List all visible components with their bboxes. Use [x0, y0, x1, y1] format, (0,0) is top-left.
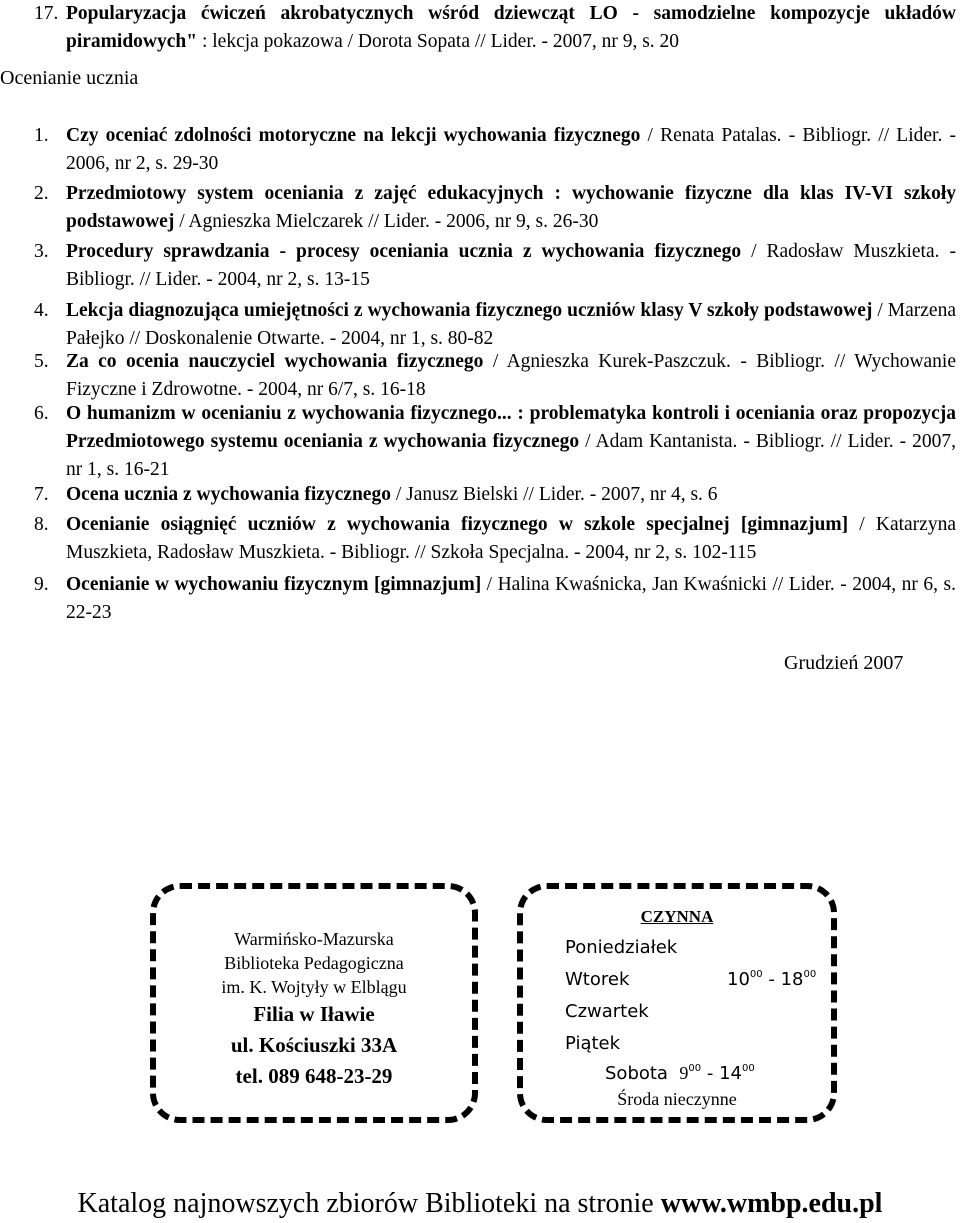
entry-details: / Renata Patalas. - Bibliogr. // Lider. - 2006, nr 2, s. 29-30 [66, 125, 956, 174]
entry-number: 2. [34, 183, 49, 204]
branch-name: Filia w Iławie [253, 1002, 375, 1026]
entry-title: Przedmiotowy system oceniania z zajęć edukacyjnych : wychowanie fizyczne dla klas IV-VI szkoły podstawowej [66, 183, 956, 232]
institution-patron: im. K. Wojtyły w Elblągu [221, 977, 407, 997]
opening-hours-box [517, 883, 837, 1123]
day-monday: Poniedziałek [565, 937, 678, 958]
footer-url: www.wmbp.edu.pl [660, 1188, 883, 1219]
entry-title: O humanizm w ocenianiu z wychowania fizycznego... : problematyka kontroli i oceniania oraz propozycja Przedmiotowego systemu oceniania z wychowania fizycznego [66, 403, 956, 452]
entry-title: Za co ocenia nauczyciel wychowania fizycznego [66, 351, 484, 372]
bibliography-entry [34, 297, 956, 353]
bibliography-entry [34, 511, 956, 567]
day-friday: Piątek [565, 1033, 621, 1054]
entry-details: / Janusz Bielski // Lider. - 2007, nr 4, s. 6 [390, 484, 718, 505]
entry-details: / Marzena Pałejko // Doskonalenie Otwarte. - 2004, nr 1, s. 80-82 [66, 300, 956, 349]
bibliography-entry [34, 481, 956, 509]
entry-details: / Radosław Muszkieta. - Bibliogr. // Lider. - 2004, nr 2, s. 13-15 [66, 241, 957, 290]
institution-name: Warmińsko-Mazurska [234, 929, 394, 949]
entry-number: 9. [34, 574, 49, 595]
hours-title: CZYNNA [640, 907, 714, 926]
day-tuesday: Wtorek [565, 969, 630, 990]
entry-number: 5. [34, 351, 49, 372]
entry-number: 1. [34, 125, 49, 146]
entry-details: / Agnieszka Kurek-Paszczuk. - Bibliogr. // Wychowanie Fizyczne i Zdrowotne. - 2004, nr 6/7, s. 16-18 [66, 351, 957, 400]
entry-title: Lekcja diagnozująca umiejętności z wychowania fizycznego uczniów klasy V szkoły podstawowej [66, 300, 873, 321]
bibliography-entry [34, 180, 956, 236]
entry-details: : lekcja pokazowa / Dorota Sopata // Lider. - 2007, nr 9, s. 20 [197, 31, 680, 52]
bibliography-entry [34, 0, 956, 56]
entry-details: / Katarzyna Muszkieta, Radosław Muszkieta. - Bibliogr. // Szkoła Specjalna. - 2004, nr 2, s. 102-115 [66, 514, 956, 563]
entry-title: Popularyzacja ćwiczeń akrobatycznych wśród dziewcząt LO - samodzielne kompozycje układów piramidowych" [66, 3, 956, 52]
weekday-hours: $10^{00} - 18^{00}$ [727, 969, 817, 990]
entry-number: 4. [34, 300, 49, 321]
entry-title: Czy oceniać zdolności motoryczne na lekcji wychowania fizycznego [66, 125, 641, 146]
bibliography-entry [34, 400, 956, 484]
entry-title: Ocenianie osiągnięć uczniów z wychowania fizycznego w szkole specjalnej [gimnazjum] [66, 514, 849, 535]
bibliography-entry [34, 348, 956, 404]
entry-details: / Adam Kantanista. - Bibliogr. // Lider. - 2007, nr 1, s. 16-21 [66, 431, 956, 480]
entry-title: Ocena ucznia z wychowania fizycznego [66, 484, 391, 505]
entry-number: 8. [34, 514, 49, 535]
entry-number: 3. [34, 241, 49, 262]
entry-title: Ocenianie w wychowaniu fizycznym [gimnazjum] [66, 574, 482, 595]
issue-date: Grudzień 2007 [784, 652, 904, 674]
phone-number: tel. 089 648-23-29 [235, 1064, 393, 1088]
entry-details: / Agnieszka Mielczarek // Lider. - 2006, nr 9, s. 26-30 [174, 211, 599, 232]
library-address [156, 927, 472, 1092]
entry-number: 17. [34, 3, 59, 24]
street-address: ul. Kościuszki 33A [230, 1033, 398, 1057]
entry-details: / Halina Kwaśnicka, Jan Kwaśnicki // Lider. - 2004, nr 6, s. 22-23 [66, 574, 956, 623]
entry-title: Procedury sprawdzania - procesy oceniania ucznia z wychowania fizycznego [66, 241, 742, 262]
library-address-box [150, 883, 478, 1123]
institution-type: Biblioteka Pedagogiczna [224, 953, 404, 973]
section-title: Ocenianie ucznia [0, 67, 139, 89]
bibliography-entry [34, 122, 956, 178]
footer-note: Katalog najnowszych zbiorów Biblioteki na stronie www.wmbp.edu.pl [77, 1188, 883, 1219]
bibliography-entry [34, 571, 956, 627]
entry-number: 7. [34, 484, 49, 505]
closed-day: Środa nieczynne [617, 1089, 737, 1109]
bibliography-entry [34, 238, 956, 294]
entry-number: 6. [34, 403, 49, 424]
saturday-hours: Sobota $9^{00} - 14^{00}$ [605, 1063, 755, 1084]
day-thursday: Czwartek [565, 1001, 649, 1022]
